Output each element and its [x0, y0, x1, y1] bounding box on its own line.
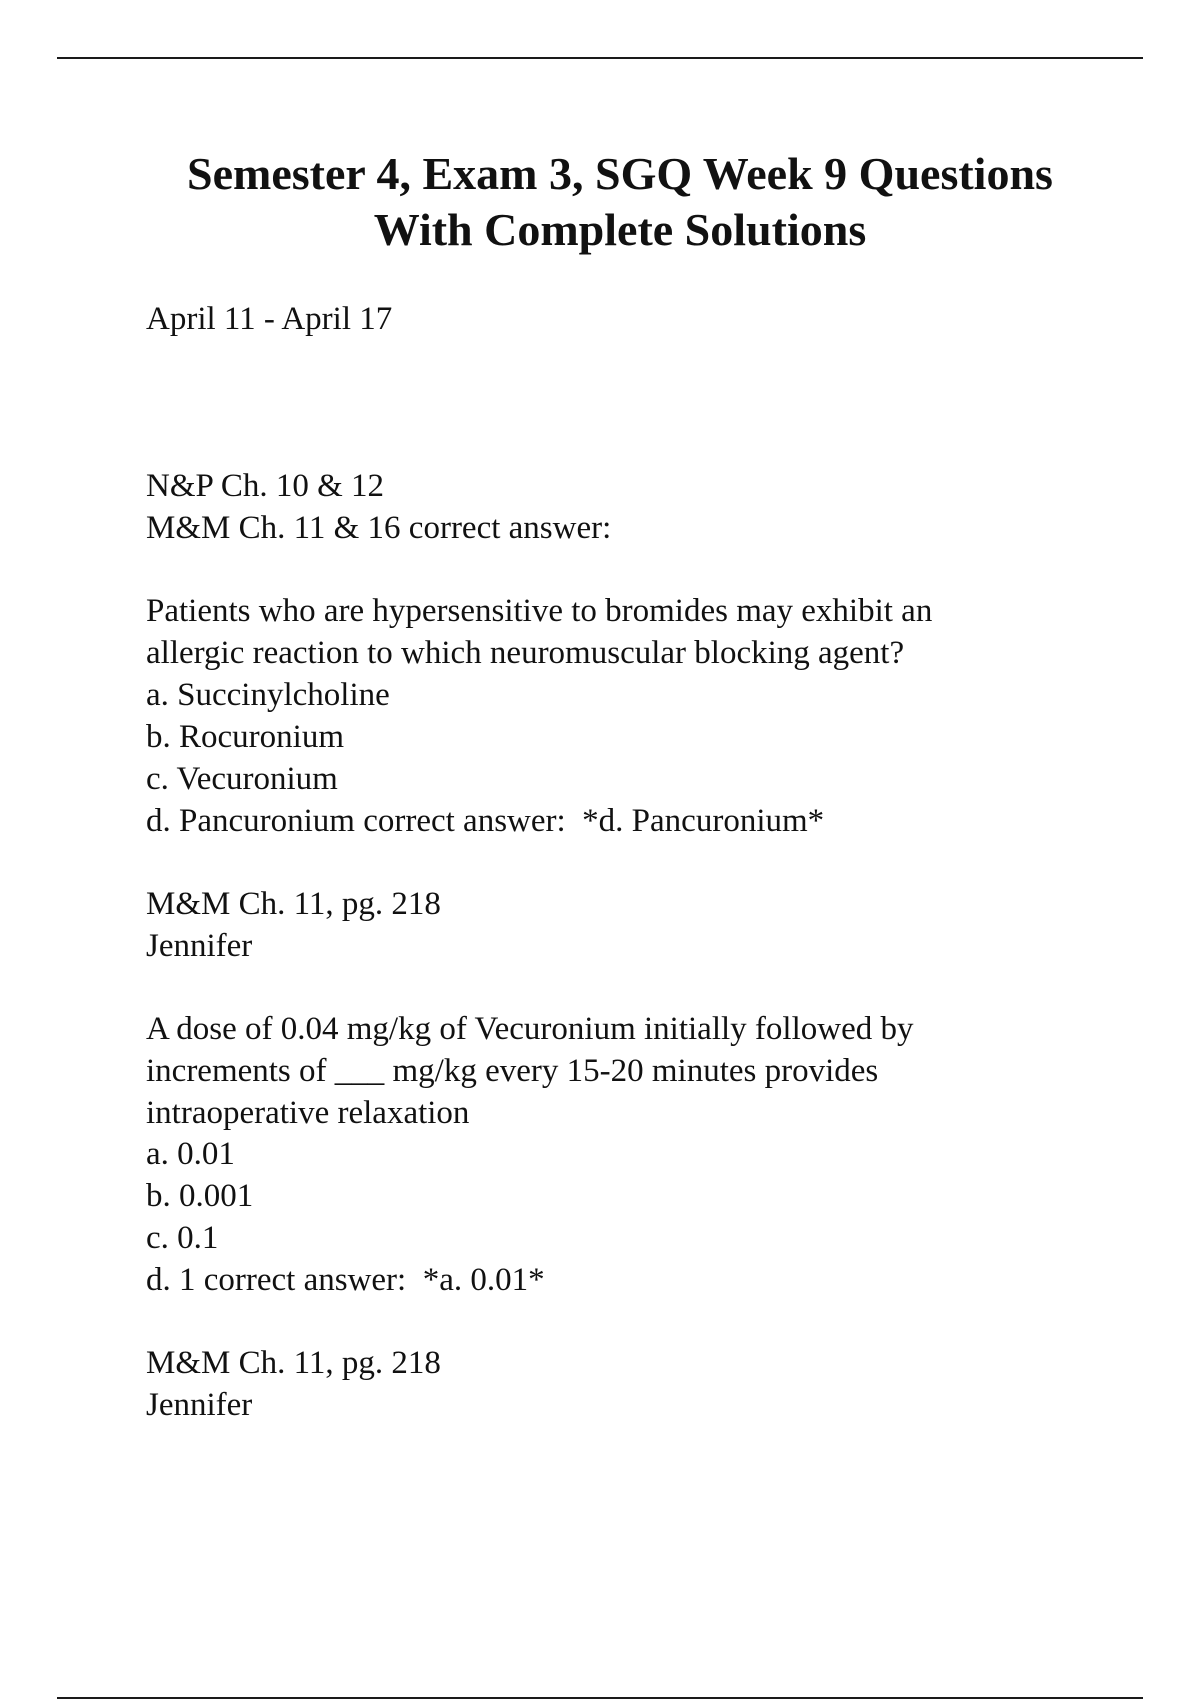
q2-option-c: c. 0.1 — [146, 1220, 219, 1256]
page-title — [100, 146, 1140, 258]
top-rule — [57, 57, 1143, 59]
title-line-1: Semester 4, Exam 3, SGQ Week 9 Questions — [187, 148, 1053, 199]
q1-option-c: c. Vecuronium — [146, 761, 338, 797]
q2-option-a: a. 0.01 — [146, 1136, 235, 1172]
intro-line-1: N&P Ch. 10 & 12 — [146, 468, 385, 504]
q2-author: Jennifer — [146, 1387, 253, 1423]
title-line-2: With Complete Solutions — [373, 204, 867, 255]
q1-option-b: b. Rocuronium — [146, 719, 344, 755]
bottom-rule — [57, 1697, 1143, 1699]
intro-line-2: M&M Ch. 11 & 16 correct answer: — [146, 510, 612, 546]
q2-option-b: b. 0.001 — [146, 1178, 254, 1214]
q1-author: Jennifer — [146, 928, 253, 964]
q2-prompt-line-3: intraoperative relaxation — [146, 1095, 470, 1131]
q2-option-d-answer: d. 1 correct answer: *a. 0.01* — [146, 1262, 545, 1298]
q2-prompt-line-2: increments of ___ mg/kg every 15-20 minutes provides — [146, 1053, 879, 1089]
q2-prompt-line-1: A dose of 0.04 mg/kg of Vecuronium initially followed by — [146, 1011, 914, 1047]
q1-prompt-line-2: allergic reaction to which neuromuscular blocking agent? — [146, 635, 905, 671]
q2-reference: M&M Ch. 11, pg. 218 — [146, 1345, 441, 1381]
q1-option-d-answer: d. Pancuronium correct answer: *d. Pancuronium* — [146, 803, 825, 839]
q1-option-a: a. Succinylcholine — [146, 677, 390, 713]
q1-reference: M&M Ch. 11, pg. 218 — [146, 886, 441, 922]
date-range: April 11 - April 17 — [146, 301, 393, 337]
q1-prompt-line-1: Patients who are hypersensitive to bromides may exhibit an — [146, 593, 933, 629]
